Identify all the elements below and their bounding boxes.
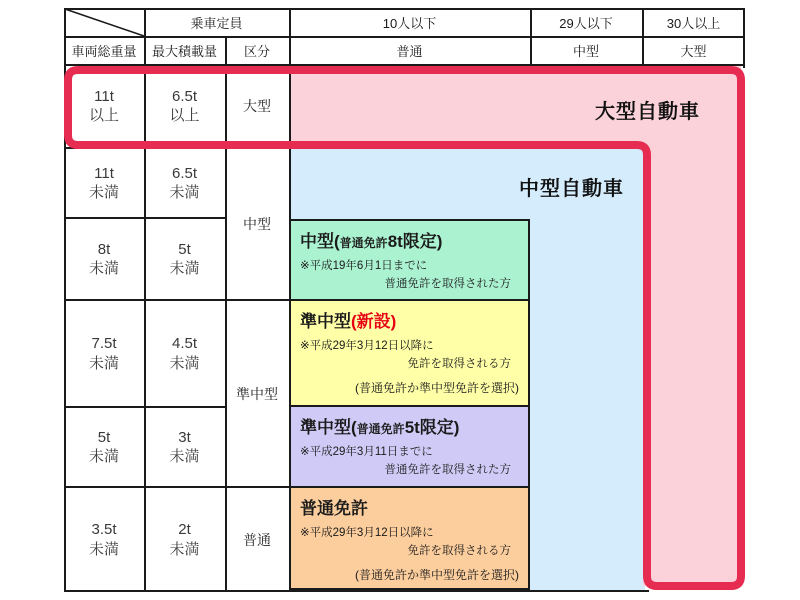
- header-license-regular: 普通: [396, 43, 423, 59]
- gross-weight-cell: 5t 未満: [88, 428, 119, 465]
- header-max-load: 最大積載量: [151, 43, 217, 59]
- max-load-cell: 2t 未満: [169, 521, 200, 558]
- max-load-cell: 4.5t 未満: [169, 335, 200, 372]
- box-note: 免許を取得される方: [407, 358, 511, 370]
- semi-medium-5t-limited-box: [289, 405, 530, 488]
- header-category: 区分: [243, 43, 270, 59]
- box-note: ※平成29年3月11日までに: [300, 446, 433, 458]
- gross-weight-cell: 11t 以上: [88, 87, 119, 124]
- max-load-cell: 5t 未満: [169, 240, 200, 277]
- semi-medium-new-box: [289, 299, 530, 407]
- header-license-large: 大型: [680, 43, 707, 59]
- medium-8t-limited-box: [289, 219, 530, 301]
- header-gross-weight: 車両総重量: [71, 43, 137, 59]
- header-capacity-30: 30人以上: [666, 15, 721, 31]
- gross-weight-cell: 3.5t 未満: [88, 521, 119, 558]
- category-cell-medium: 中型: [243, 216, 271, 232]
- large-vehicle-area-right: [643, 145, 741, 586]
- diagonal-line: [65, 9, 144, 36]
- large-vehicle-label: 大型自動車: [595, 101, 700, 123]
- regular-license-box: [289, 486, 530, 590]
- box-title: 中型(普通免許8t限定): [300, 232, 443, 251]
- gross-weight-cell: 7.5t 未満: [88, 335, 119, 372]
- box-title: 準中型(普通免許5t限定): [300, 418, 460, 437]
- gross-weight-cell: 8t 未満: [88, 240, 119, 277]
- box-title: 普通免許: [300, 499, 368, 518]
- medium-vehicle-label: 中型自動車: [519, 178, 624, 200]
- header-capacity-29: 29人以下: [559, 15, 613, 31]
- max-load-cell: 6.5t 以上: [169, 87, 200, 124]
- box-note: ※平成29年3月12日以降に: [300, 527, 434, 539]
- box-note: ※平成19年6月1日までに: [300, 260, 428, 272]
- category-cell-large: 大型: [243, 98, 271, 114]
- header-passenger-capacity: 乗車定員: [190, 15, 243, 31]
- category-cell-semi-medium: 準中型: [236, 385, 278, 402]
- header-capacity-10: 10人以下: [382, 15, 437, 31]
- box-note: (普通免許か準中型免許を選択): [355, 381, 519, 395]
- box-note: 普通免許を取得された方: [384, 464, 511, 476]
- box-note: 免許を取得される方: [407, 545, 511, 557]
- box-note: ※平成29年3月12日以降に: [300, 340, 434, 352]
- max-load-cell: 3t 未満: [169, 428, 200, 465]
- max-load-cell: 6.5t 未満: [169, 164, 200, 201]
- gross-weight-cell: 11t 未満: [88, 164, 119, 201]
- header-license-medium: 中型: [572, 43, 599, 59]
- category-cell-regular: 普通: [243, 531, 271, 548]
- box-title: 準中型(新設): [300, 312, 397, 331]
- box-note: (普通免許か準中型免許を選択): [355, 568, 519, 582]
- box-note: 普通免許を取得された方: [384, 278, 511, 290]
